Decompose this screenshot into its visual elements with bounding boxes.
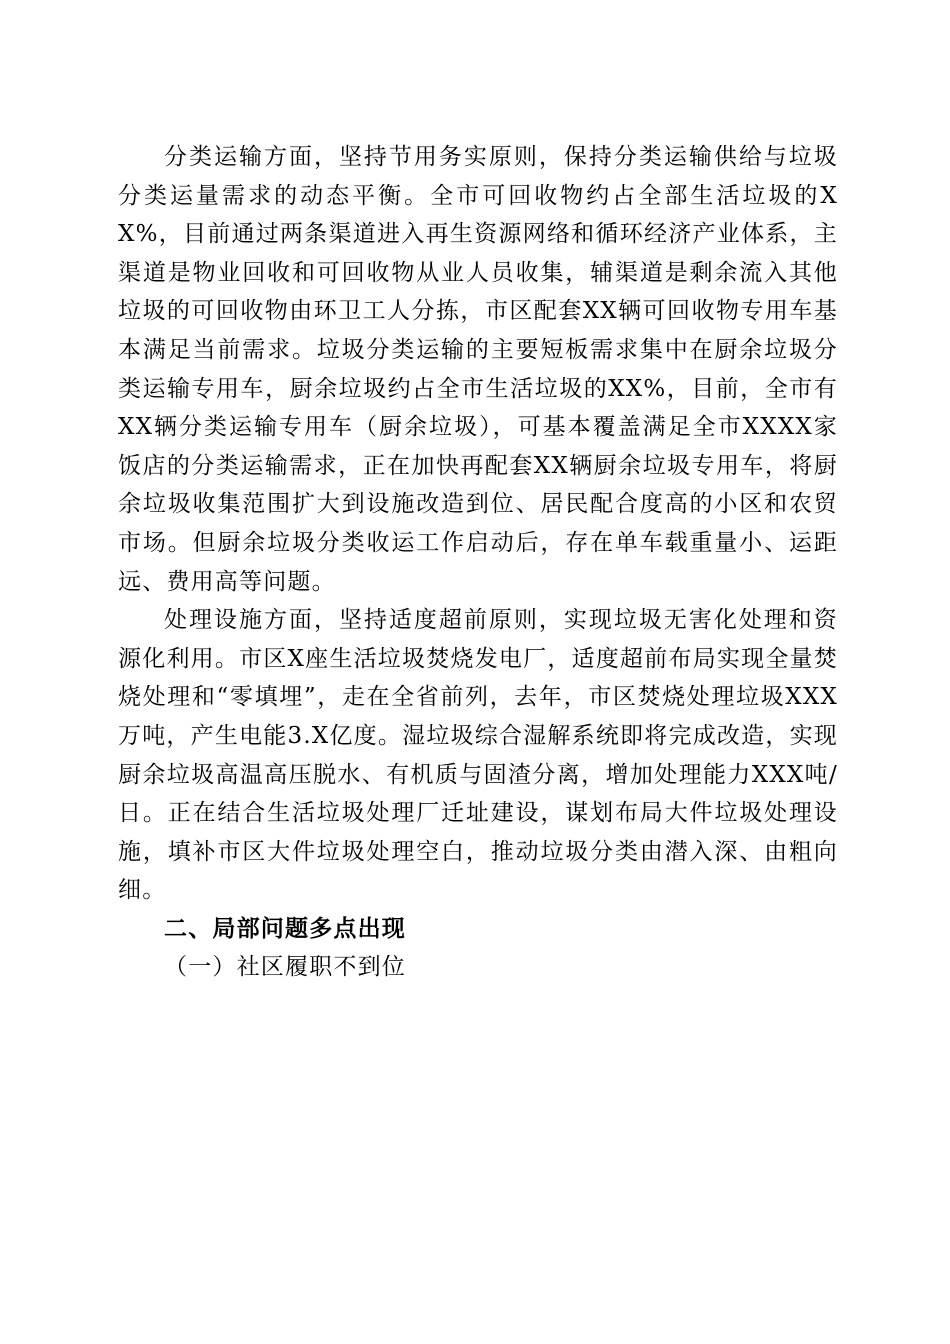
paragraph-transport: 分类运输方面，坚持节用务实原则，保持分类运输供给与垃圾分类运量需求的动态平衡。全市可回收物约占全部生活垃圾的XX%，目前通过两条渠道进入再生资源网络和循环经济产业体系，主渠道是物业回收和可回收物从业人员收集，辅渠道是剩余流入其他垃圾的可回收物由环卫工人分拣，市区配套XX辆可回收物专用车基本满足当前需求。垃圾分类运输的主要短板需求集中在厨余垃圾分类运输专用车，厨余垃圾约占全市生活垃圾的XX%，目前，全市有XX辆分类运输专用车（厨余垃圾），可基本覆盖满足全市XXXX家饭店的分类运输需求，正在加快再配套XX辆厨余垃圾专用车，将厨余垃圾收集范围扩大到设施改造到位、居民配合度高的小区和农贸市场。但厨余垃圾分类收运工作启动后，存在单车载重量小、运距远、费用高等问题。: [118, 144, 838, 595]
subsection-heading: （一）社区履职不到位: [164, 954, 406, 981]
section-heading: 二、局部问题多点出现: [164, 915, 406, 942]
paragraph-facilities: 处理设施方面，坚持适度超前原则，实现垃圾无害化处理和资源化利用。市区X座生活垃圾焚烧发电厂，适度超前布局实现全量焚烧处理和“零填埋”，走在全省前列，去年，市区焚烧处理垃圾XXX万吨，产生电能3.X亿度。湿垃圾综合湿解系统即将完成改造，实现厨余垃圾高温高压脱水、有机质与固渣分离，增加处理能力XXX吨/日。正在结合生活垃圾处理厂迁址建设，谋划布局大件垃圾处理设施，填补市区大件垃圾处理空白，推动垃圾分类由潜入深、由粗向细。: [118, 607, 838, 904]
document-page: [118, 138, 838, 987]
